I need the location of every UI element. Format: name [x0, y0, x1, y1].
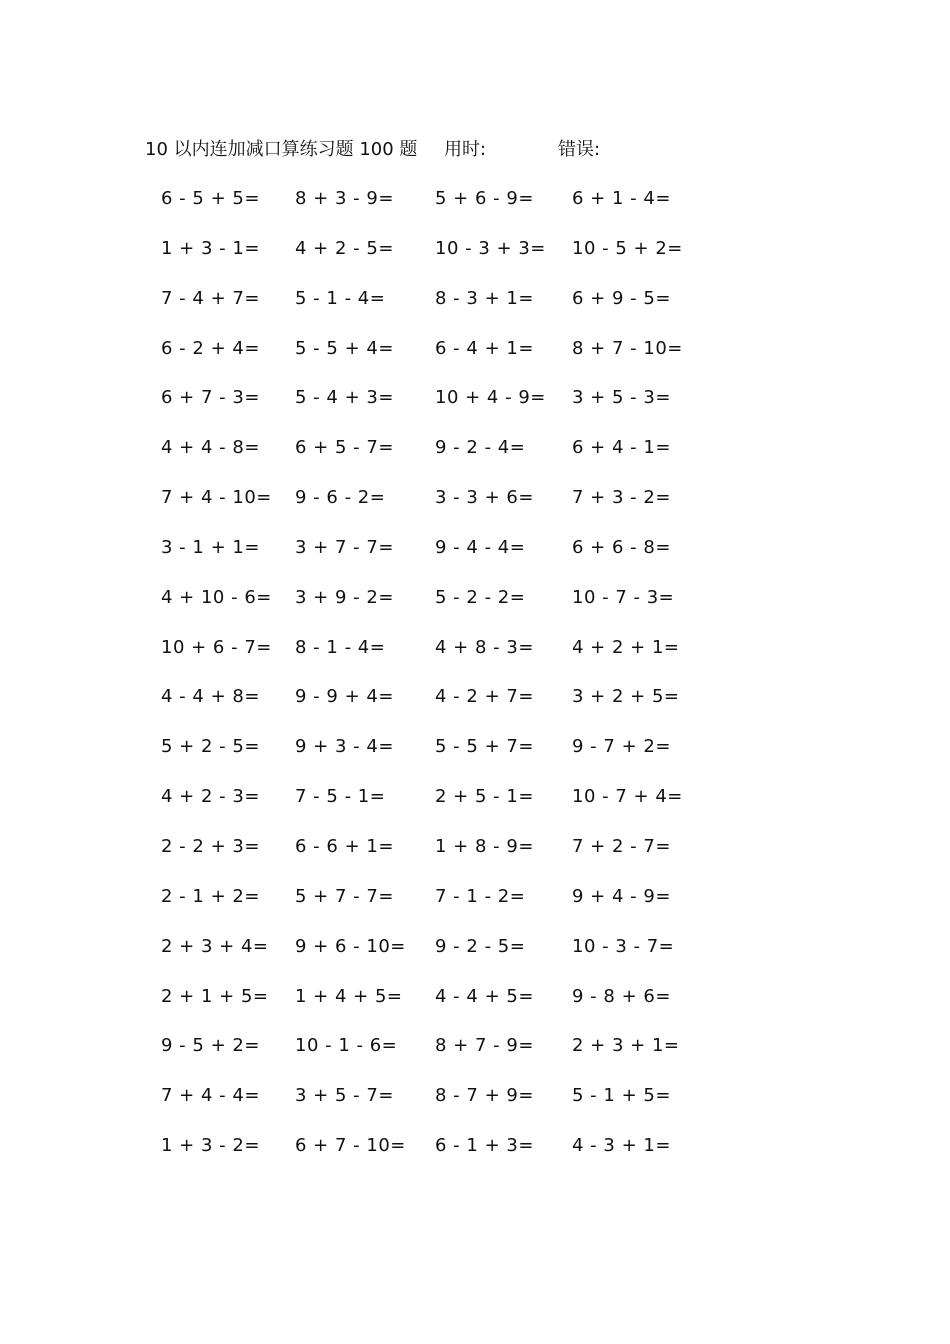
- math-problem: 10 - 5 + 2=: [572, 237, 683, 259]
- math-problem: 5 - 1 - 4=: [295, 287, 386, 309]
- math-problem: 6 + 9 - 5=: [572, 287, 671, 309]
- math-problem: 6 + 6 - 8=: [572, 536, 671, 558]
- math-problem: 6 + 4 - 1=: [572, 437, 671, 459]
- math-problem: 5 - 2 - 2=: [435, 586, 526, 608]
- math-problem: 10 - 1 - 6=: [295, 1035, 398, 1057]
- math-problem: 10 - 7 - 3=: [572, 586, 675, 608]
- math-problem: 8 + 7 - 10=: [572, 337, 683, 359]
- math-problem: 6 + 7 - 10=: [295, 1135, 406, 1157]
- math-problem: 4 - 2 + 7=: [435, 686, 534, 708]
- math-problem: 1 + 4 + 5=: [295, 985, 403, 1007]
- math-problem: 10 + 6 - 7=: [161, 636, 272, 658]
- math-problem: 9 - 7 + 2=: [572, 736, 671, 758]
- math-problem: 8 + 7 - 9=: [435, 1035, 534, 1057]
- math-problem: 3 - 3 + 6=: [435, 487, 534, 509]
- math-problem: 6 - 4 + 1=: [435, 337, 534, 359]
- math-problem: 4 - 4 + 8=: [161, 686, 260, 708]
- math-problem: 7 - 5 - 1=: [295, 786, 386, 808]
- math-problem: 7 + 2 - 7=: [572, 835, 671, 857]
- math-problem: 5 - 4 + 3=: [295, 387, 394, 409]
- math-problem: 3 + 5 - 3=: [572, 387, 671, 409]
- math-problem: 3 + 9 - 2=: [295, 586, 394, 608]
- math-problem: 5 - 5 + 7=: [435, 736, 534, 758]
- math-problem: 2 + 3 + 4=: [161, 935, 269, 957]
- math-problem: 1 + 8 - 9=: [435, 835, 534, 857]
- math-problem: 7 + 4 - 10=: [161, 487, 272, 509]
- math-problem: 6 - 5 + 5=: [161, 188, 260, 209]
- math-problem: 9 - 2 - 4=: [435, 437, 526, 459]
- math-problem: 3 + 7 - 7=: [295, 536, 394, 558]
- error-count-label: 错误:: [558, 139, 601, 160]
- math-problem: 4 + 4 - 8=: [161, 437, 260, 459]
- math-problem: 3 - 1 + 1=: [161, 536, 260, 558]
- math-problem: 9 - 4 - 4=: [435, 536, 526, 558]
- math-problem: 10 - 3 - 7=: [572, 935, 675, 957]
- math-problem: 6 + 1 - 4=: [572, 188, 671, 209]
- math-problem: 2 + 1 + 5=: [161, 985, 269, 1007]
- math-problem: 1 + 3 - 2=: [161, 1135, 260, 1157]
- math-problem: 9 - 6 - 2=: [295, 487, 386, 509]
- worksheet-title: 10 以内连加减口算练习题 100 题: [145, 139, 418, 160]
- math-problem: 4 + 10 - 6=: [161, 586, 272, 608]
- math-problem: 10 + 4 - 9=: [435, 387, 546, 409]
- math-problem: 3 + 2 + 5=: [572, 686, 680, 708]
- math-problem: 3 + 5 - 7=: [295, 1085, 394, 1107]
- math-problem: 6 - 6 + 1=: [295, 835, 394, 857]
- math-problem: 8 + 3 - 9=: [295, 188, 394, 209]
- math-problem: 4 + 2 + 1=: [572, 636, 680, 658]
- math-problem: 5 + 6 - 9=: [435, 188, 534, 209]
- math-problem: 9 - 8 + 6=: [572, 985, 671, 1007]
- math-problem: 7 - 4 + 7=: [161, 287, 260, 309]
- math-problem: 6 + 5 - 7=: [295, 437, 394, 459]
- math-problem: 5 - 1 + 5=: [572, 1085, 671, 1107]
- math-problem: 10 - 7 + 4=: [572, 786, 683, 808]
- worksheet-header: [145, 137, 705, 163]
- math-problem: 8 - 1 - 4=: [295, 636, 386, 658]
- math-problem: 7 + 3 - 2=: [572, 487, 671, 509]
- math-problem: 2 - 2 + 3=: [161, 835, 260, 857]
- math-problem: 4 - 4 + 5=: [435, 985, 534, 1007]
- math-problem: 10 - 3 + 3=: [435, 237, 546, 259]
- problem-grid: [145, 186, 705, 1183]
- math-problem: 6 - 1 + 3=: [435, 1135, 534, 1157]
- math-problem: 9 - 5 + 2=: [161, 1035, 260, 1057]
- math-problem: 9 + 3 - 4=: [295, 736, 394, 758]
- math-problem: 9 - 2 - 5=: [435, 935, 526, 957]
- math-problem: 4 + 2 - 5=: [295, 237, 394, 259]
- math-problem: 6 - 2 + 4=: [161, 337, 260, 359]
- math-problem: 8 - 3 + 1=: [435, 287, 534, 309]
- math-problem: 6 + 7 - 3=: [161, 387, 260, 409]
- math-problem: 4 + 8 - 3=: [435, 636, 534, 658]
- math-problem: 5 + 2 - 5=: [161, 736, 260, 758]
- math-problem: 2 + 5 - 1=: [435, 786, 534, 808]
- math-problem: 2 + 3 + 1=: [572, 1035, 680, 1057]
- time-used-label: 用时:: [444, 139, 487, 160]
- math-problem: 9 + 4 - 9=: [572, 885, 671, 907]
- math-problem: 4 - 3 + 1=: [572, 1135, 671, 1157]
- math-problem: 8 - 7 + 9=: [435, 1085, 534, 1107]
- math-problem: 7 - 1 - 2=: [435, 885, 526, 907]
- math-problem: 1 + 3 - 1=: [161, 237, 260, 259]
- math-problem: 2 - 1 + 2=: [161, 885, 260, 907]
- math-problem: 9 - 9 + 4=: [295, 686, 394, 708]
- math-problem: 9 + 6 - 10=: [295, 935, 406, 957]
- math-problem: 7 + 4 - 4=: [161, 1085, 260, 1107]
- math-problem: 4 + 2 - 3=: [161, 786, 260, 808]
- math-problem: 5 - 5 + 4=: [295, 337, 394, 359]
- math-problem: 5 + 7 - 7=: [295, 885, 394, 907]
